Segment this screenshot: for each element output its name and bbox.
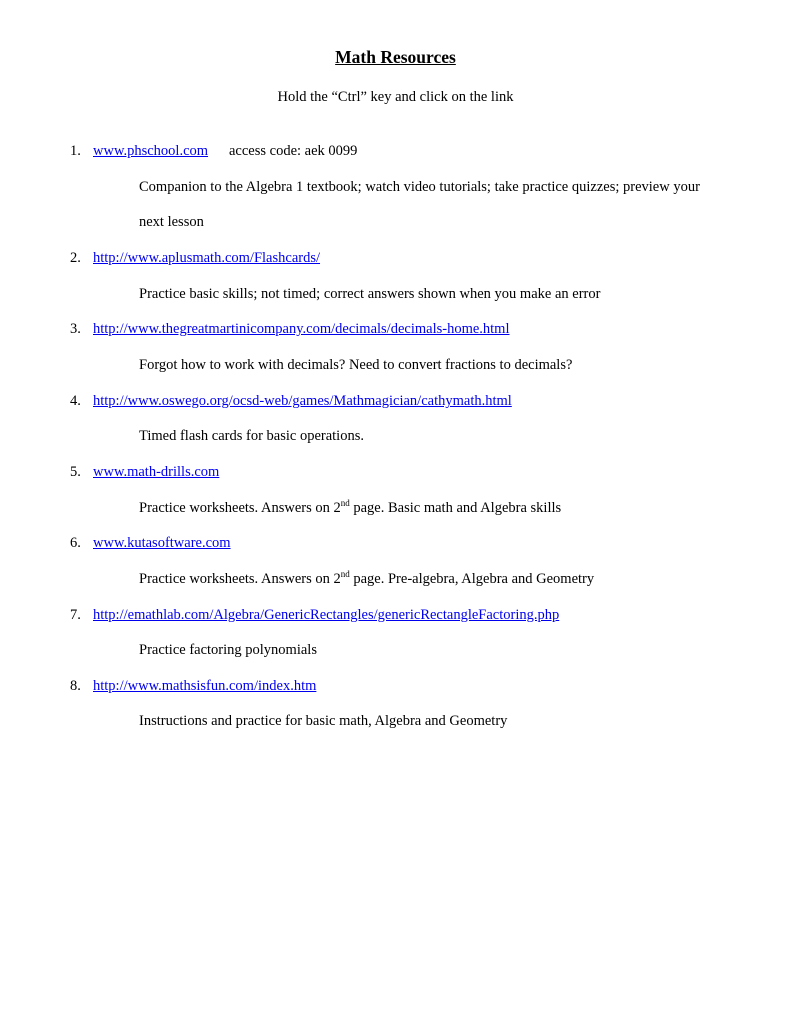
item-number: 8. bbox=[70, 678, 81, 694]
resource-link[interactable]: http://www.oswego.org/ocsd-web/games/Mathmagician/cathymath.html bbox=[93, 393, 512, 409]
resource-link[interactable]: http://emathlab.com/Algebra/GenericRectangles/genericRectangleFactoring.php bbox=[93, 607, 560, 623]
resource-link[interactable]: www.kutasoftware.com bbox=[93, 535, 231, 551]
resource-link[interactable]: www.math-drills.com bbox=[93, 464, 220, 480]
page-subtitle: Hold the “Ctrl” key and click on the link bbox=[277, 89, 514, 105]
item-number: 3. bbox=[70, 321, 81, 337]
resource-link[interactable]: http://www.thegreatmartinicompany.com/decimals/decimals-home.html bbox=[93, 321, 510, 337]
item-number: 2. bbox=[70, 250, 81, 266]
access-code-text: access code: aek 0099 bbox=[229, 143, 358, 159]
superscript: nd bbox=[340, 498, 350, 509]
superscript: nd bbox=[340, 569, 350, 580]
item-number: 5. bbox=[70, 464, 81, 480]
item-number: 6. bbox=[70, 535, 81, 551]
page-title: Math Resources bbox=[335, 47, 456, 67]
item-number: 1. bbox=[70, 143, 81, 159]
item-number: 4. bbox=[70, 393, 81, 409]
document-page: Math Resources Hold the “Ctrl” key and click on the link 1. www.phschool.com access code: aek 0099 Companion to the Algebra 1 textbook; watch video tutorials; take practice quizzes; preview your next lesson 2. http://www.aplusmath.com/Flashcards/ Practice basic skills; not timed; correct answers shown when you make an error 3. http://www.thegreatmartinicompany.com/decimals/decimals-home.html Forgot how to work with decimals? Need to convert fractions to decimals? 4. http://www.oswego.org/ocsd-web/games/Mathmagician/cathymath.html Timed flash cards for basic operations. 5. www.math-drills.com Practice worksheets. Answers on 2nd page. Basic math and Algebra skills 6. www.kutasoftware.com Practice worksheets. Answers on 2nd page. Pre-algebra, Algebra and Geometry 7. http://emathlab.com/Algebra/GenericRectangles/genericRectangleFactoring.php Practice factoring polynomials 8. http://www.mathsisfun.com/index.htm Instructions and practice for basic math, Algebra and Geometry bbox=[0, 0, 791, 1024]
resource-link[interactable]: www.phschool.com bbox=[93, 143, 209, 159]
resource-link[interactable]: http://www.aplusmath.com/Flashcards/ bbox=[93, 250, 321, 266]
item-number: 7. bbox=[70, 607, 81, 623]
resource-link[interactable]: http://www.mathsisfun.com/index.htm bbox=[93, 678, 317, 694]
